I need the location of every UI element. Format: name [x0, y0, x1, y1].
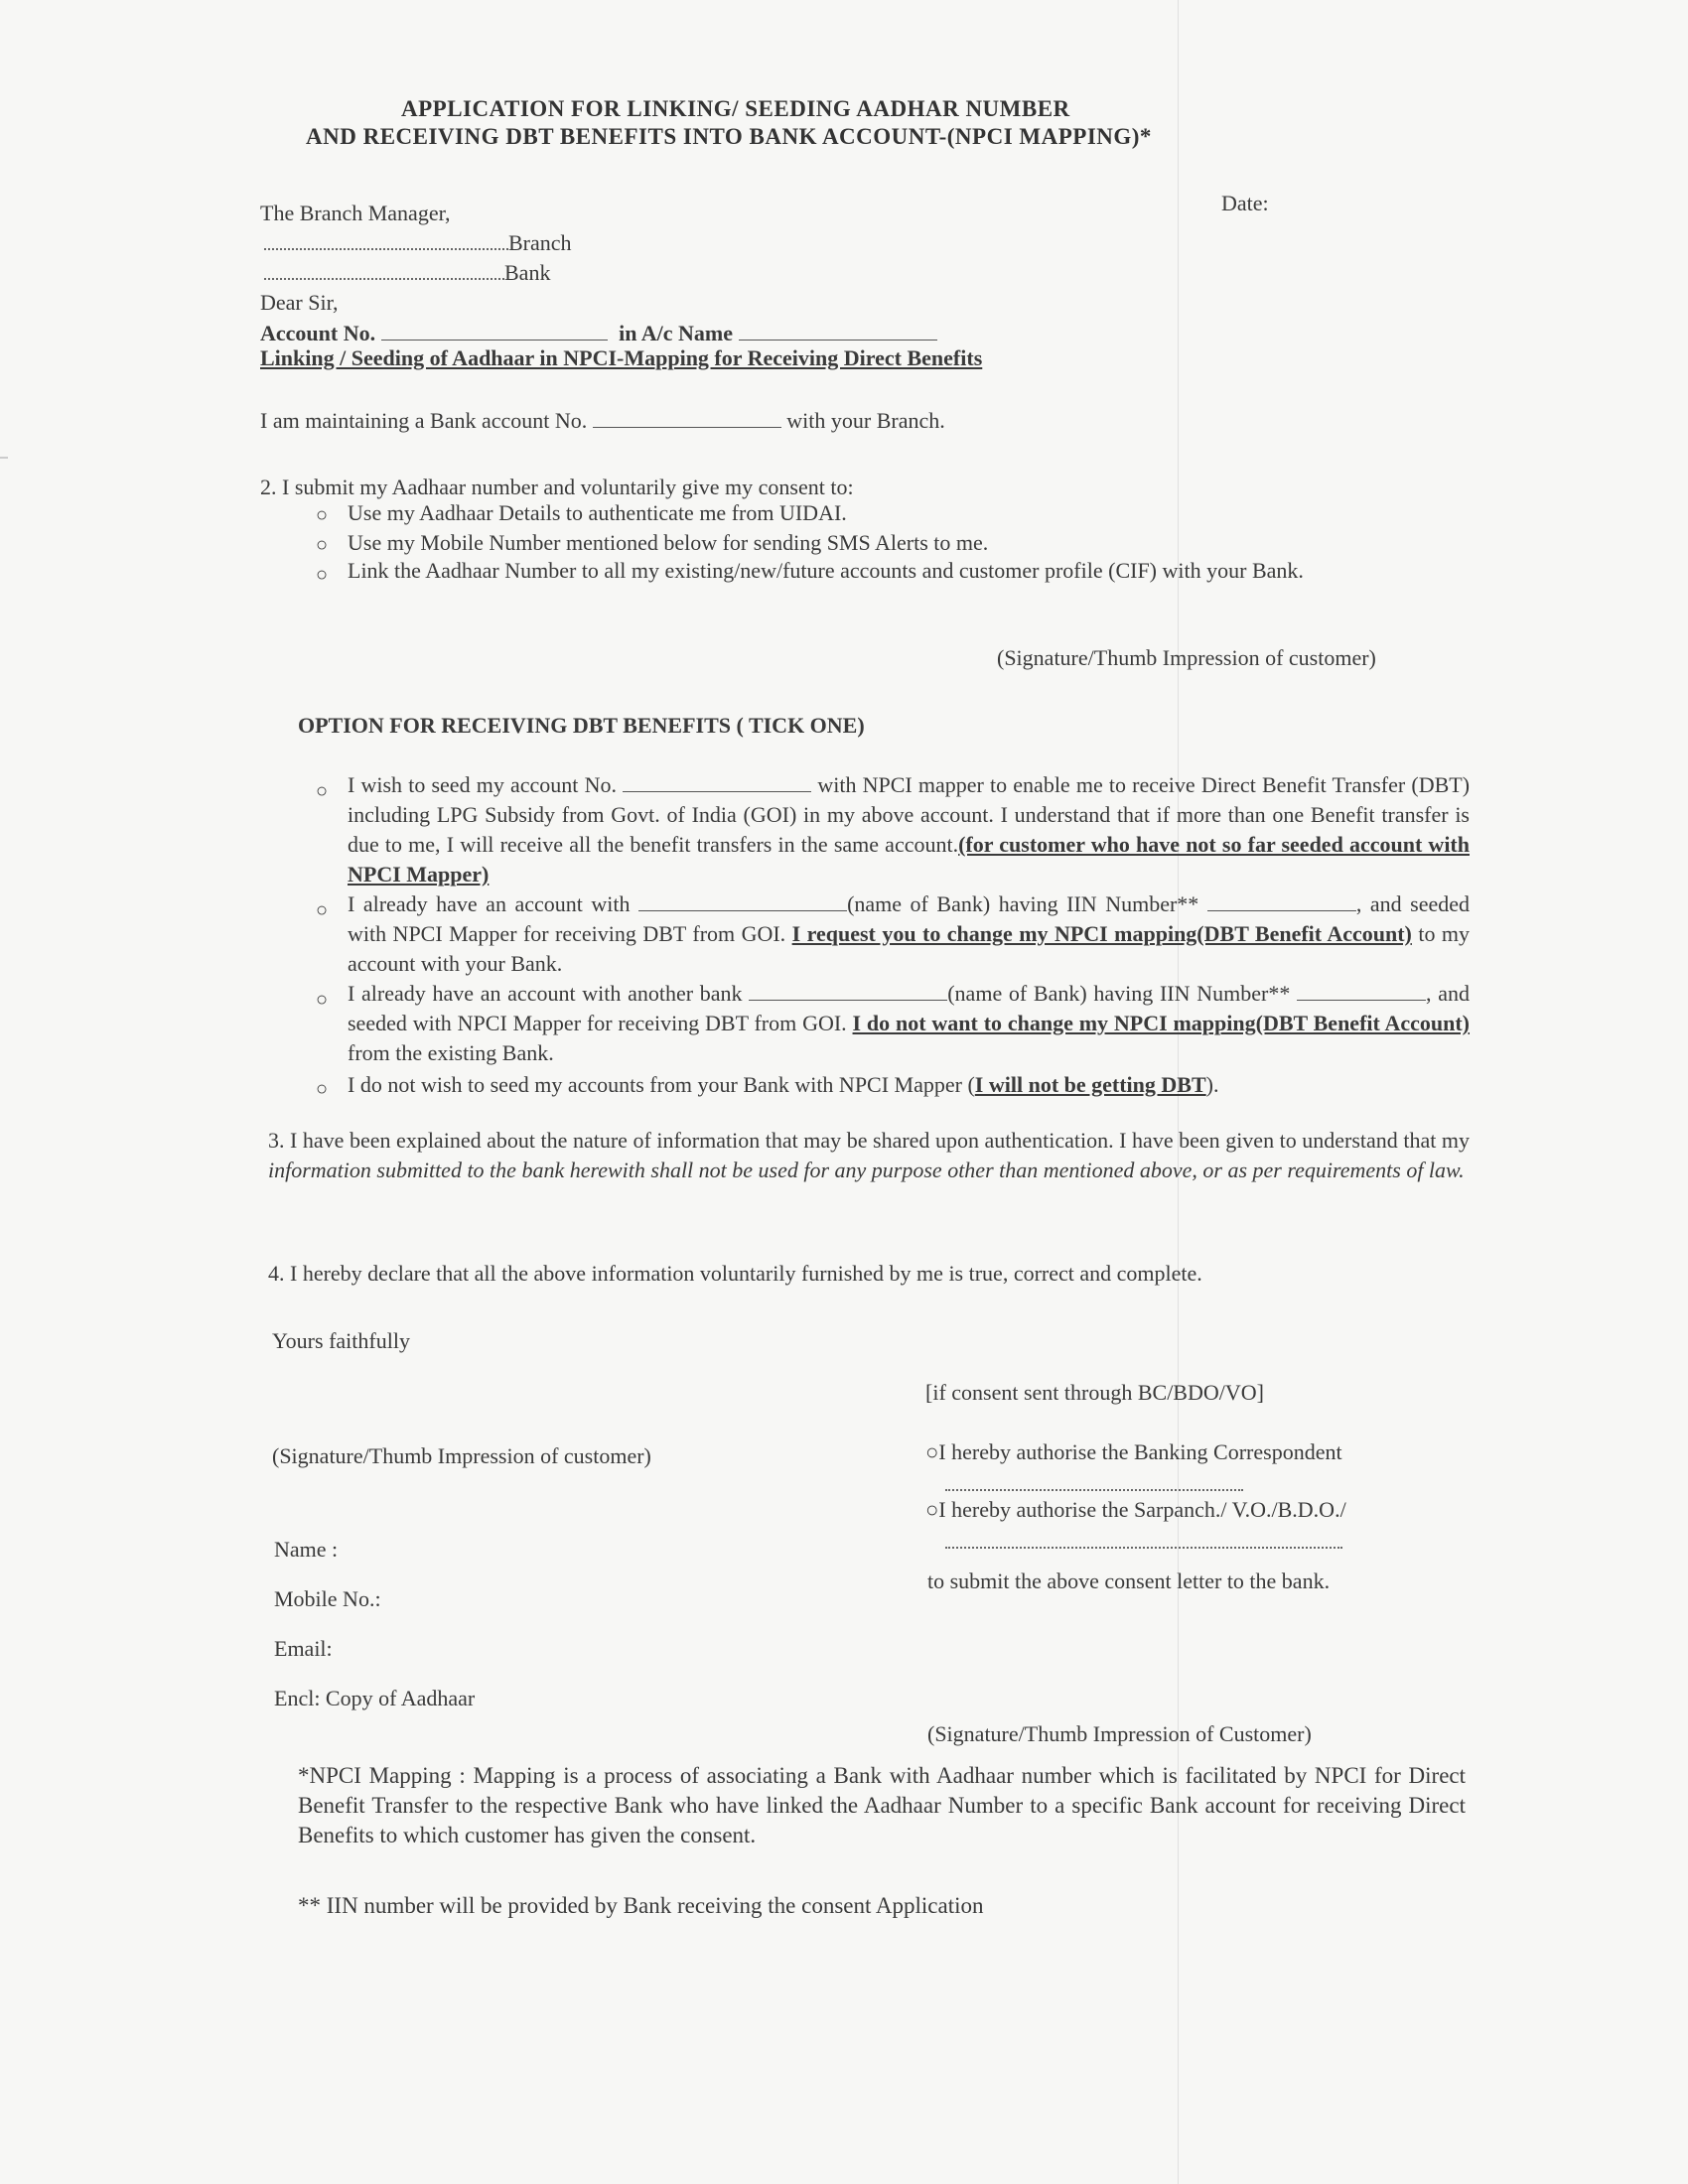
- para2-signature: (Signature/Thumb Impression of customer): [997, 645, 1376, 670]
- option-2-text: [348, 889, 1470, 979]
- scan-edge-mark: [0, 457, 8, 459]
- account-line: [260, 320, 937, 346]
- option-1-part-a: I wish to seed my account No.: [348, 772, 617, 797]
- para3: [268, 1126, 1470, 1185]
- option-4-part-a: I do not wish to seed my accounts from your Bank with NPCI Mapper (: [348, 1072, 975, 1097]
- consent-item-2: Use my Mobile Number mentioned below for sending SMS Alerts to me.: [348, 530, 989, 555]
- consent-item-3: Link the Aadhaar Number to all my existing/new/future accounts and customer profile (CIF) with your Bank.: [348, 558, 1304, 583]
- checkbox-circle-icon[interactable]: ○: [925, 1497, 939, 1522]
- option-3-decline: I do not want to change my NPCI mapping(DBT Benefit Account): [852, 1011, 1470, 1035]
- option-2-bank-blank[interactable]: [638, 890, 847, 911]
- option-3-part-a: I already have an account with another bank: [348, 981, 743, 1006]
- authorise-bc-text: I hereby authorise the Banking Correspondent: [938, 1439, 1342, 1464]
- bullet-circle-icon: ○: [316, 534, 329, 556]
- branch-blank[interactable]: [264, 228, 508, 250]
- signature-right: (Signature/Thumb Impression of Customer): [927, 1721, 1312, 1746]
- option-4-text: [348, 1072, 1218, 1098]
- options-heading: OPTION FOR RECEIVING DBT BENEFITS ( TICK ONE): [298, 713, 865, 738]
- option-1-radio[interactable]: ○: [316, 780, 329, 802]
- subject-line: Linking / Seeding of Aadhaar in NPCI-Mapping for Receiving Direct Benefits: [260, 345, 983, 370]
- consent-via-note: [if consent sent through BC/BDO/VO]: [925, 1380, 1264, 1405]
- para4-declaration: 4. I hereby declare that all the above information voluntarily furnished by me is true, correct and complete.: [268, 1261, 1202, 1286]
- sarpanch-name-line: [945, 1527, 1342, 1555]
- date-label: Date:: [1221, 191, 1269, 215]
- para1: [260, 407, 945, 434]
- option-2-part-b: (name of Bank) having IIN Number**: [847, 891, 1199, 916]
- account-no-label: Account No.: [260, 320, 376, 345]
- option-4-part-b: ).: [1205, 1072, 1219, 1097]
- option-3-iin-blank[interactable]: [1297, 980, 1426, 1001]
- email-label: Email:: [274, 1636, 333, 1661]
- option-2-part-a: I already have an account with: [348, 891, 631, 916]
- option-2-part-d: to my account with your Bank.: [348, 921, 1470, 976]
- para1-account-blank[interactable]: [593, 407, 781, 428]
- bank-blank[interactable]: [264, 258, 504, 280]
- option-2-request: I request you to change my NPCI mapping(DBT Benefit Account): [791, 921, 1412, 946]
- para2-intro: 2. I submit my Aadhaar number and voluntarily give my consent to:: [260, 475, 854, 499]
- bc-name-blank[interactable]: [945, 1469, 1243, 1491]
- salutation: Dear Sir,: [260, 290, 339, 315]
- option-3-bank-blank[interactable]: [749, 980, 947, 1001]
- authorise-sarpanch-text: I hereby authorise the Sarpanch./ V.O./B.D.O./: [938, 1497, 1346, 1522]
- authorise-sarpanch: [925, 1497, 1346, 1523]
- para1-before: I am maintaining a Bank account No.: [260, 407, 588, 433]
- bullet-circle-icon: ○: [316, 564, 329, 586]
- option-3-radio[interactable]: ○: [316, 989, 329, 1011]
- option-1-part-b: with NPCI mapper to enable me to receive Direct Benefit Transfer (DBT) including LPG Subsidy from Govt. of India (GOI) in my above account. I understand that if more than one Benefit transfer is due to me, I will receive all the benefit transfers in the same account.: [348, 772, 1471, 857]
- ac-name-label: in A/c Name: [619, 320, 733, 345]
- consent-item-1: Use my Aadhaar Details to authenticate me from UIDAI.: [348, 500, 847, 525]
- para3-normal: 3. I have been explained about the nature of information that may be shared upon authentication. I have been given to understand that my: [268, 1128, 1470, 1153]
- option-3-part-c: , and seeded with NPCI Mapper for receiving DBT from GOI.: [348, 981, 1470, 1035]
- footnote-iin: ** IIN number will be provided by Bank receiving the consent Application: [298, 1893, 984, 1918]
- bank-label: Bank: [504, 259, 551, 285]
- bank-line: [264, 258, 550, 286]
- authorise-bc: [925, 1439, 1342, 1465]
- checkbox-circle-icon[interactable]: ○: [925, 1439, 939, 1464]
- bullet-circle-icon: ○: [316, 504, 329, 526]
- para3-italic: information submitted to the bank herewith shall not be used for any purpose other than mentioned above, or as per requirements of law.: [268, 1158, 1465, 1182]
- enclosure-label: Encl: Copy of Aadhaar: [274, 1686, 476, 1710]
- option-1-note: (for customer who have not so far seeded account with NPCI Mapper): [348, 832, 1470, 887]
- branch-label: Branch: [508, 229, 572, 255]
- account-no-blank[interactable]: [381, 320, 608, 341]
- para1-after: with your Branch.: [786, 407, 945, 433]
- option-3-part-d: from the existing Bank.: [348, 1040, 554, 1065]
- branch-line: [264, 228, 572, 256]
- bc-name-line: [945, 1469, 1243, 1497]
- addressee: The Branch Manager,: [260, 201, 451, 225]
- mobile-label: Mobile No.:: [274, 1586, 381, 1611]
- option-1-account-blank[interactable]: [623, 771, 811, 792]
- option-4-radio[interactable]: ○: [316, 1078, 329, 1100]
- submit-letter: to submit the above consent letter to the bank.: [927, 1569, 1331, 1593]
- option-3-part-b: (name of Bank) having IIN Number**: [947, 981, 1291, 1006]
- form-title-line1: APPLICATION FOR LINKING/ SEEDING AADHAR NUMBER: [401, 96, 1070, 121]
- option-4-note: I will not be getting DBT: [974, 1072, 1206, 1097]
- sarpanch-name-blank[interactable]: [945, 1527, 1342, 1549]
- form-title-line2: AND RECEIVING DBT BENEFITS INTO BANK ACCOUNT-(NPCI MAPPING)*: [306, 124, 1152, 149]
- option-3-text: [348, 979, 1470, 1068]
- footnote-npci: *NPCI Mapping : Mapping is a process of associating a Bank with Aadhaar number which is facilitated by NPCI for Direct Benefit Transfer to the respective Bank who have linked the Aadhaar Number to a specific Bank account for receiving Direct Benefits to which customer has given the consent.: [298, 1763, 1466, 1847]
- option-2-part-c: , and seeded with NPCI Mapper for receiving DBT from GOI.: [348, 891, 1470, 946]
- ac-name-blank[interactable]: [739, 320, 937, 341]
- yours-faithfully: Yours faithfully: [272, 1328, 410, 1353]
- name-label: Name :: [274, 1537, 339, 1562]
- signature-left: (Signature/Thumb Impression of customer): [272, 1443, 651, 1468]
- option-2-iin-blank[interactable]: [1207, 890, 1356, 911]
- option-1-text: [348, 770, 1470, 889]
- option-2-radio[interactable]: ○: [316, 899, 329, 921]
